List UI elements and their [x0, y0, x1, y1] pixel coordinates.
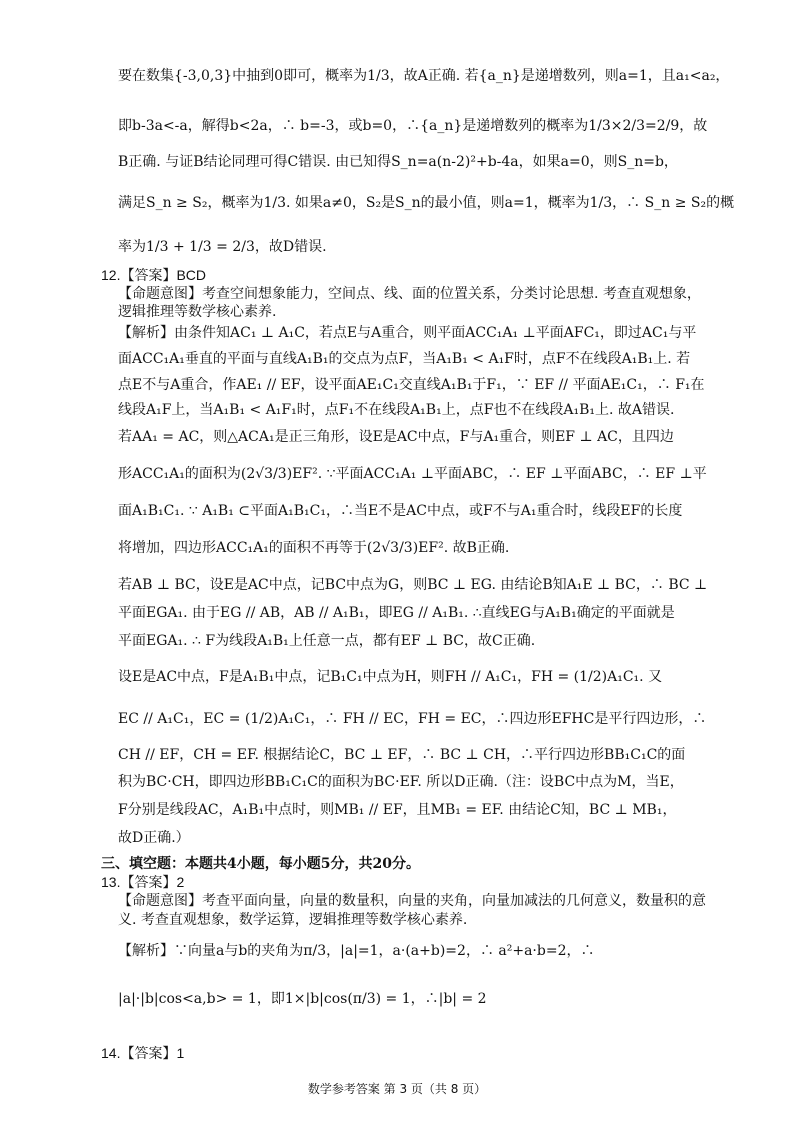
text-line: EC // A₁C₁，EC = (1/2)A₁C₁，∴ FH // EC，FH = EC，∴四边形EFHC是平行四边形，∴: [118, 711, 707, 727]
text-line: 要在数集{-3,0,3}中抽到0即可，概率为1/3，故A正确. 若{a_n}是递增数列，则a=1，且a₁<a₂，: [118, 68, 730, 84]
text-line: B正确. 与证B结论同理可得C错误. 由已知得S_n=a(n-2)²+b-4a，如果a=0，则S_n=b，: [118, 154, 678, 170]
text-line: 【命题意图】考查平面向量，向量的数量积，向量的夹角，向量加减法的几何意义，数量积的意: [118, 893, 706, 909]
text-line: 形ACC₁A₁的面积为(2√3/3)EF². ∵平面ACC₁A₁ ⊥平面ABC，∴ EF ⊥平面ABC，∴ EF ⊥平: [118, 466, 707, 482]
answer-heading: 14.【答案】1: [101, 1045, 185, 1061]
text-line: 即b-3a<-a，解得b<2a，∴ b=-3，或b=0，∴{a_n}是递增数列的概率为1/3×2/3=2/9，故: [118, 118, 708, 134]
text-line: 面ACC₁A₁垂直的平面与直线A₁B₁的交点为点F，当A₁B₁ < A₁F时，点F不在线段A₁B₁上. 若: [118, 351, 691, 367]
text-line: 点E不与A重合，作AE₁ // EF，设平面AE₁C₁交直线A₁B₁于F₁，∵ EF // 平面AE₁C₁，∴ F₁在: [118, 377, 705, 393]
answer-heading: 12.【答案】BCD: [101, 267, 207, 283]
text-line: 若AA₁ = AC，则△ACA₁是正三角形，设E是AC中点，F与A₁重合，则EF ⊥ AC，且四边: [118, 429, 674, 445]
text-line: 故D正确.）: [118, 830, 190, 846]
text-line: 设E是AC中点，F是A₁B₁中点，记B₁C₁中点为H，则FH // A₁C₁，FH = (1/2)A₁C₁. 又: [118, 669, 663, 685]
text-line: 线段A₁F上，当A₁B₁ < A₁F₁时，点F₁不在线段A₁B₁上，点F也不在线段A₁B₁上. 故A错误.: [118, 402, 675, 418]
section-heading: 三、填空题：本题共4小题，每小题5分，共20分。: [101, 856, 420, 872]
text-line: 面A₁B₁C₁. ∵ A₁B₁ ⊂平面A₁B₁C₁，∴当E不是AC中点，或F不与A₁重合时，线段EF的长度: [118, 503, 683, 519]
text-line: 率为1/3 + 1/3 = 2/3，故D错误.: [118, 239, 327, 255]
text-line: 义. 考查直观想象，数学运算，逻辑推理等数学核心素养.: [118, 912, 468, 928]
text-line: 平面EGA₁. 由于EG // AB，AB // A₁B₁，即EG // A₁B₁. ∴直线EG与A₁B₁确定的平面就是: [118, 605, 675, 621]
text-line: 平面EGA₁. ∴ F为线段A₁B₁上任意一点，都有EF ⊥ BC，故C正确.: [118, 633, 536, 649]
page-footer: 数学参考答案 第 3 页（共 8 页）: [307, 1082, 487, 1096]
text-line: CH // EF，CH = EF. 根据结论C，BC ⊥ EF，∴ BC ⊥ CH，∴平行四边形BB₁C₁C的面: [118, 747, 686, 763]
text-line: 【解析】∵向量a与b的夹角为π/3，|a|=1，a·(a+b)=2，∴ a²+a·b=2，∴: [118, 943, 595, 959]
answer-heading: 13.【答案】2: [101, 874, 185, 890]
text-line: 【命题意图】考查空间想象能力，空间点、线、面的位置关系，分类讨论思想. 考查直观想象，: [118, 286, 701, 302]
text-line: 将增加，四边形ACC₁A₁的面积不再等于(2√3/3)EF². 故B正确.: [118, 540, 510, 556]
text-line: |a|·|b|cos<a,b> = 1，即1×|b|cos(π/3) = 1，∴|b| = 2: [118, 991, 487, 1007]
text-line: 若AB ⊥ BC，设E是AC中点，记BC中点为G，则BC ⊥ EG. 由结论B知A₁E ⊥ BC，∴ BC ⊥: [118, 577, 708, 593]
text-line: 积为BC·CH，即四边形BB₁C₁C的面积为BC·EF. 所以D正确.（注：设BC中点为M，当E，: [118, 774, 684, 790]
text-line: 逻辑推理等数学核心素养.: [118, 304, 277, 320]
text-line: F分别是线段AC，A₁B₁中点时，则MB₁ // EF，且MB₁ = EF. 由结论C知，BC ⊥ MB₁，: [118, 802, 677, 818]
text-line: 【解析】由条件知AC₁ ⊥ A₁C，若点E与A重合，则平面ACC₁A₁ ⊥平面AFC₁，即过AC₁与平: [118, 325, 697, 341]
text-line: 满足S_n ≥ S₂，概率为1/3. 如果a≠0，S₂是S_n的最小值，则a=1，概率为1/3，∴ S_n ≥ S₂的概: [118, 195, 735, 211]
